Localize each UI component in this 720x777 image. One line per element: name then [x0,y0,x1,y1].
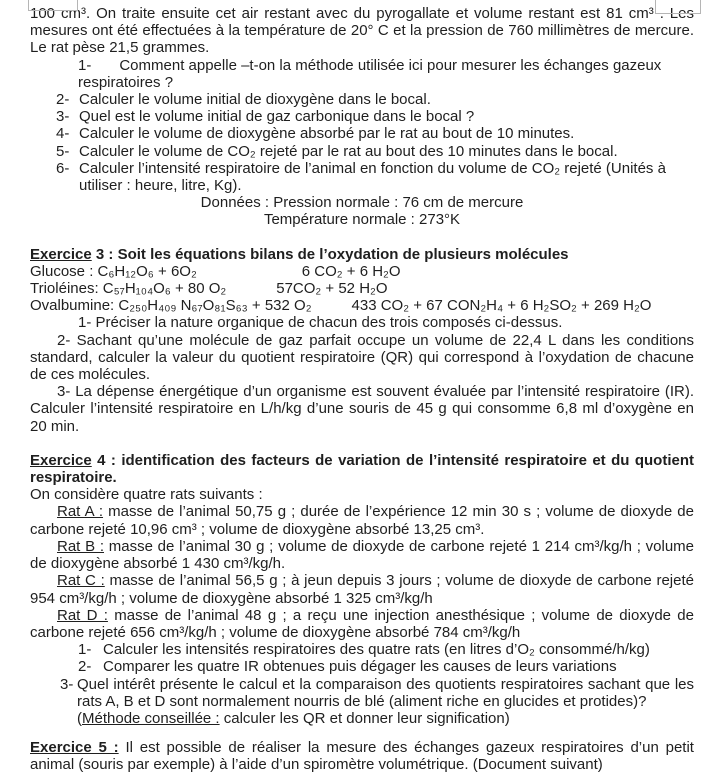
exercise-4-question-1 [30,641,694,658]
question-5-text: Calculer le volume de CO₂ rejeté par le rat au bout des 10 minutes dans le bocal. [79,142,618,160]
data-line-temperature: Température normale : 273°K [263,211,461,229]
question-6-number: 6- [56,159,70,177]
question-5-number: 5- [56,142,70,160]
exercise-4-question-2-number: 2- [78,658,92,676]
exercise-4-question-3 [30,676,694,728]
exercise-4-intro: On considère quatre rats suivants : [30,486,263,504]
question-4-number: 4- [56,125,70,143]
question-2 [30,91,694,108]
exercise-5-paragraph: Exercice 5 : Il est possible de réaliser la mesure des échanges gazeux respiratoires d’un petit animal (souris par exemple) à l’aide d’un spiromètre volumétrique. (Document suivant) [30,739,694,774]
exercise-3-question-3: 3- La dépense énergétique d’un organisme est souvent évaluée par l’intensité respiratoire (IR). Calculer l’intensité respiratoire en L/h/kg d’une souris de 45 g qui consomme 6,8 ml d’oxygène en 20 min. [30,383,694,435]
equation-glucose: Glucose : C₆H₁₂O₆ + 6O₂ 6 CO₂ + 6 H₂O [30,262,401,280]
exercise-4-question-3-text: Quel intérêt présente le calcul et la comparaison des quotients respiratoires sachant que les rats A, B et D sont normalement nourris de blé (aliment riche en glucides et protides)? (Méthode conseillée : calculer les QR et donner leur signification) [77,675,694,727]
equation-trioleines: Trioléines: C₅₇H₁₀₄O₆ + 80 O₂ 57CO₂ + 52 H₂O [30,280,388,298]
page-corner-mark-left [28,0,78,11]
question-3 [30,108,694,125]
exercise-4-question-1-text: Calculer les intensités respiratoires des quatre rats (en litres d’O₂ consommé/h/kg) [103,641,650,659]
exercise-4-heading: Exercice 4 : identification des facteurs de variation de l’intensité respiratoire et du quotient respiratoire. [30,451,694,487]
exercise-3-question-1: 1- Préciser la nature organique de chacun des trois composés ci-dessus. [78,314,563,332]
rat-c-paragraph: Rat C : masse de l’animal 56,5 g ; à jeun depuis 3 jours ; volume de dioxyde de carbone rejeté 954 cm³/kg/h ; volume de dioxygène absorbé 1 325 cm³/kg/h [30,572,694,607]
question-4-text: Calculer le volume de dioxygène absorbé par le rat au bout de 10 minutes. [79,125,575,143]
question-2-number: 2- [56,91,70,109]
exercise-3-heading: Exercice 3 : Soit les équations bilans de l’oxydation de plusieurs molécules [30,245,569,263]
exercise-4-question-1-number: 1- [78,641,92,659]
equation-ovalbumine: Ovalbumine: C₂₅₀H₄₀₉ N₆₇O₈₁S₆₃ + 532 O₂ 433 CO₂ + 67 CON₂H₄ + 6 H₂SO₂ + 269 H₂O [30,297,652,315]
question-4 [30,125,694,142]
rat-a-paragraph: Rat A : masse de l’animal 50,75 g ; durée de l’expérience 12 min 30 s ; volume de dioxyde de carbone rejeté 10,96 cm³ ; volume de dioxygène absorbé 13,25 cm³. [30,503,694,538]
question-6 [30,160,694,194]
question-5 [30,143,694,160]
question-3-text: Quel est le volume initial de gaz carbonique dans le bocal ? [79,108,475,126]
page-corner-mark-right [655,0,701,14]
question-1: 1- Comment appelle –t-on la méthode utilisée ici pour mesurer les échanges gazeux respiratoires ? [78,56,662,91]
exercise-4-question-2-text: Comparer les quatre IR obtenues puis dégager les causes de leurs variations [103,658,617,676]
question-2-text: Calculer le volume initial de dioxygène dans le bocal. [79,91,431,109]
rat-b-paragraph: Rat B : masse de l’animal 30 g ; volume de dioxyde de carbone rejeté 1 214 cm³/kg/h ; volume de dioxygène absorbé 1 430 cm³/kg/h. [30,537,695,573]
question-6-text: Calculer l’intensité respiratoire de l’animal en fonction du volume de CO₂ rejeté (Unités à utiliser : heure, litre, Kg). [79,159,666,195]
question-3-number: 3- [56,108,70,126]
exercise-4-question-3-number: 3- [60,675,74,693]
exercise-3-question-2: 2- Sachant qu’une molécule de gaz parfait occupe un volume de 22,4 L dans les conditions standard, calculer la valeur du quotient respiratoire (QR) qui correspond à l’oxydation de chacune de ces molécules. [30,331,694,384]
exercise-4-question-2 [30,658,694,675]
intro-paragraph: 100 cm³. On traite ensuite cet air restant avec du pyrogallate et volume restant est 81 cm³ . Les mesures ont été effectuées à la température de 20° C et la pression de 760 millimètres de mercure. Le rat pèse 21,5 grammes. [30,5,694,57]
rat-d-paragraph: Rat D : masse de l’animal 48 g ; a reçu une injection anesthésique ; volume de dioxyde de carbone rejeté 656 cm³/kg/h ; volume de dioxygène absorbé 784 cm³/kg/h [30,606,694,641]
data-line-pressure: Données : Pression normale : 76 cm de mercure [200,194,524,212]
